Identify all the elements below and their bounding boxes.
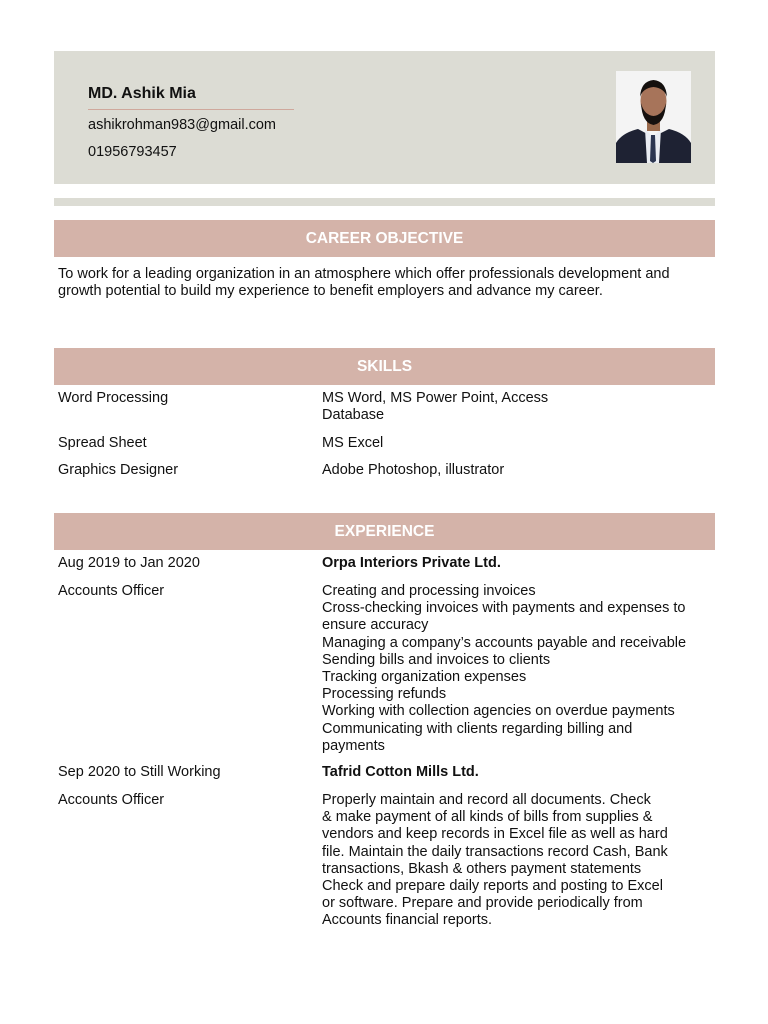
name-underline [88, 109, 294, 110]
divider-bar [54, 198, 715, 206]
career-objective-text: To work for a leading organization in an atmosphere which offer professionals development and growth potential to build my experience to benefit employers and advance my career. [58, 266, 670, 300]
skill-label: Spread Sheet [58, 435, 147, 451]
resume-header [54, 51, 715, 184]
job-company: Orpa Interiors Private Ltd. [322, 555, 501, 571]
profile-photo [616, 71, 691, 163]
section-title-skills: SKILLS [54, 348, 715, 385]
email-text: ashikrohman983@gmail.com [88, 117, 276, 133]
job-duties: Creating and processing invoices Cross-checking invoices with payments and expenses to ensure accuracy Managing a company’s accounts payable and receivable Sending bills and invoices to clients Tracking organization expenses Processing refunds Working with collection agencies on overdue payments Communicating with clients regarding billing and payments [322, 583, 687, 754]
candidate-name: MD. Ashik Mia [88, 85, 196, 102]
job-role: Accounts Officer [58, 583, 165, 599]
phone-text: 01956793457 [88, 144, 177, 160]
job-period: Sep 2020 to Still Working [58, 764, 221, 780]
job-role: Accounts Officer [58, 792, 165, 808]
section-title-experience: EXPERIENCE [54, 513, 715, 550]
job-period: Aug 2019 to Jan 2020 [58, 555, 200, 571]
section-title-career-objective: CAREER OBJECTIVE [54, 220, 715, 257]
skill-value: MS Word, MS Power Point, Access Database [322, 390, 549, 424]
skill-value: Adobe Photoshop, illustrator [322, 462, 505, 478]
job-duties: Properly maintain and record all documents. Check & make payment of all kinds of bills from supplies & vendors and keep records in Excel file as well as hard file. Maintain the daily transactions record Cash, Bank transactions, Bkash & others payment statements Check and prepare daily reports and posting to Excel or software. Prepare and provide periodically from Accounts financial reports. [322, 792, 668, 929]
skill-label: Word Processing [58, 390, 169, 406]
skill-label: Graphics Designer [58, 462, 179, 478]
skill-value: MS Excel [322, 435, 384, 451]
job-company: Tafrid Cotton Mills Ltd. [322, 764, 479, 780]
